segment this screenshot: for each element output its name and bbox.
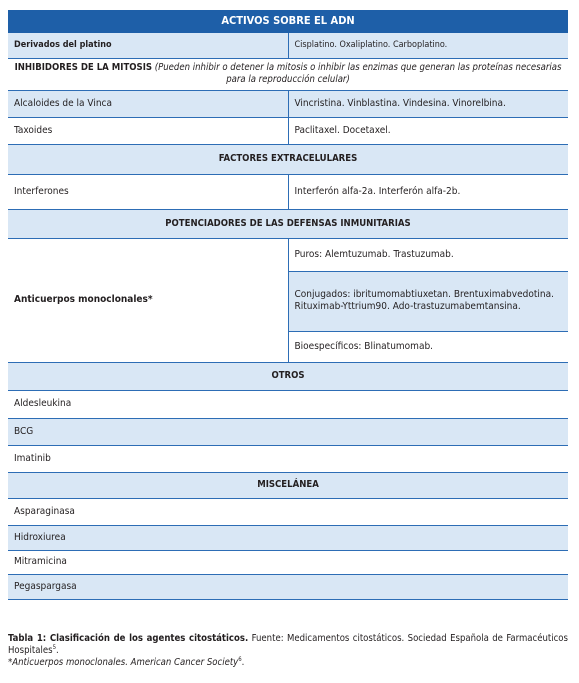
miscelanea-item: Mitramicina (8, 550, 568, 574)
table-header: ACTIVOS SOBRE EL ADN (8, 10, 568, 32)
caption-period: . (56, 645, 59, 656)
caption-line (8, 633, 568, 657)
section-mitosis-note: (Pueden inhibir o detener la mitosis o inhibir las enzimas que generan las proteínas necesarias para la reproducción celular) (154, 62, 562, 85)
section-extracelulares: FACTORES EXTRACELULARES (8, 144, 568, 174)
section-potenciadores: POTENCIADORES DE LAS DEFENSAS INMUNITARIAS (8, 209, 568, 238)
table-header-row (8, 10, 568, 32)
taxoides-label: Taxoides (8, 117, 288, 144)
section-miscelanea: MISCELÁNEA (8, 472, 568, 498)
platino-value: Cisplatino. Oxaliplatino. Carboplatino. (288, 32, 568, 58)
caption-ref: 6 (238, 655, 242, 663)
section-row-miscelanea (8, 472, 568, 498)
section-row-otros (8, 362, 568, 390)
citostaticos-table (8, 10, 568, 600)
caption-title: Tabla 1: Clasificación de los agentes citostáticos. (8, 633, 249, 644)
anticuerpos-conjugados: Conjugados: ibritumomabtiuxetan. Brentuximabvedotina. Rituximab-Yttrium90. Ado-trastuzumabemtansina. (288, 271, 568, 331)
section-row-mitosis (8, 58, 568, 90)
caption-note: *Anticuerpos monoclonales. American Cancer Society (8, 657, 239, 668)
section-row-extracelulares (8, 144, 568, 174)
list-item (8, 574, 568, 599)
table-row (8, 174, 568, 209)
interferones-value: Interferón alfa-2a. Interferón alfa-2b. (288, 174, 568, 209)
table-row (8, 32, 568, 58)
miscelanea-item: Pegaspargasa (8, 574, 568, 599)
section-mitosis-title: INHIBIDORES DE LA MITOSIS (14, 62, 153, 73)
vinca-value: Vincristina. Vinblastina. Vindesina. Vinorelbina. (288, 90, 568, 117)
otros-item: Aldesleukina (8, 390, 568, 418)
anticuerpos-biespecificos: Bioespecíficos: Blinatumomab. (288, 331, 568, 362)
otros-item: Imatinib (8, 445, 568, 472)
list-item (8, 445, 568, 472)
list-item (8, 498, 568, 525)
caption-ref: 5 (52, 643, 57, 651)
list-item (8, 525, 568, 550)
table-row (8, 90, 568, 117)
taxoides-value: Paclitaxel. Docetaxel. (288, 117, 568, 144)
section-row-potenciadores (8, 209, 568, 238)
list-item (8, 390, 568, 418)
anticuerpos-label: Anticuerpos monoclonales* (8, 238, 288, 362)
list-item (8, 418, 568, 445)
platino-label: Derivados del platino (8, 32, 288, 58)
table-row (8, 238, 568, 271)
caption-source: Fuente: Medicamentos citostáticos. Sociedad Española de Farmacéuticos Hospitales (8, 633, 568, 656)
section-mitosis (8, 58, 568, 90)
section-otros: OTROS (8, 362, 568, 390)
interferones-label: Interferones (8, 174, 288, 209)
miscelanea-item: Hidroxiurea (8, 525, 568, 550)
anticuerpos-puros: Puros: Alemtuzumab. Trastuzumab. (288, 238, 568, 271)
caption-note-end: . (241, 657, 245, 668)
vinca-label: Alcaloides de la Vinca (8, 90, 288, 117)
caption-note-line (8, 657, 568, 669)
list-item (8, 550, 568, 574)
otros-item: BCG (8, 418, 568, 445)
table-row (8, 117, 568, 144)
table-caption (8, 633, 568, 669)
miscelanea-item: Asparaginasa (8, 498, 568, 525)
